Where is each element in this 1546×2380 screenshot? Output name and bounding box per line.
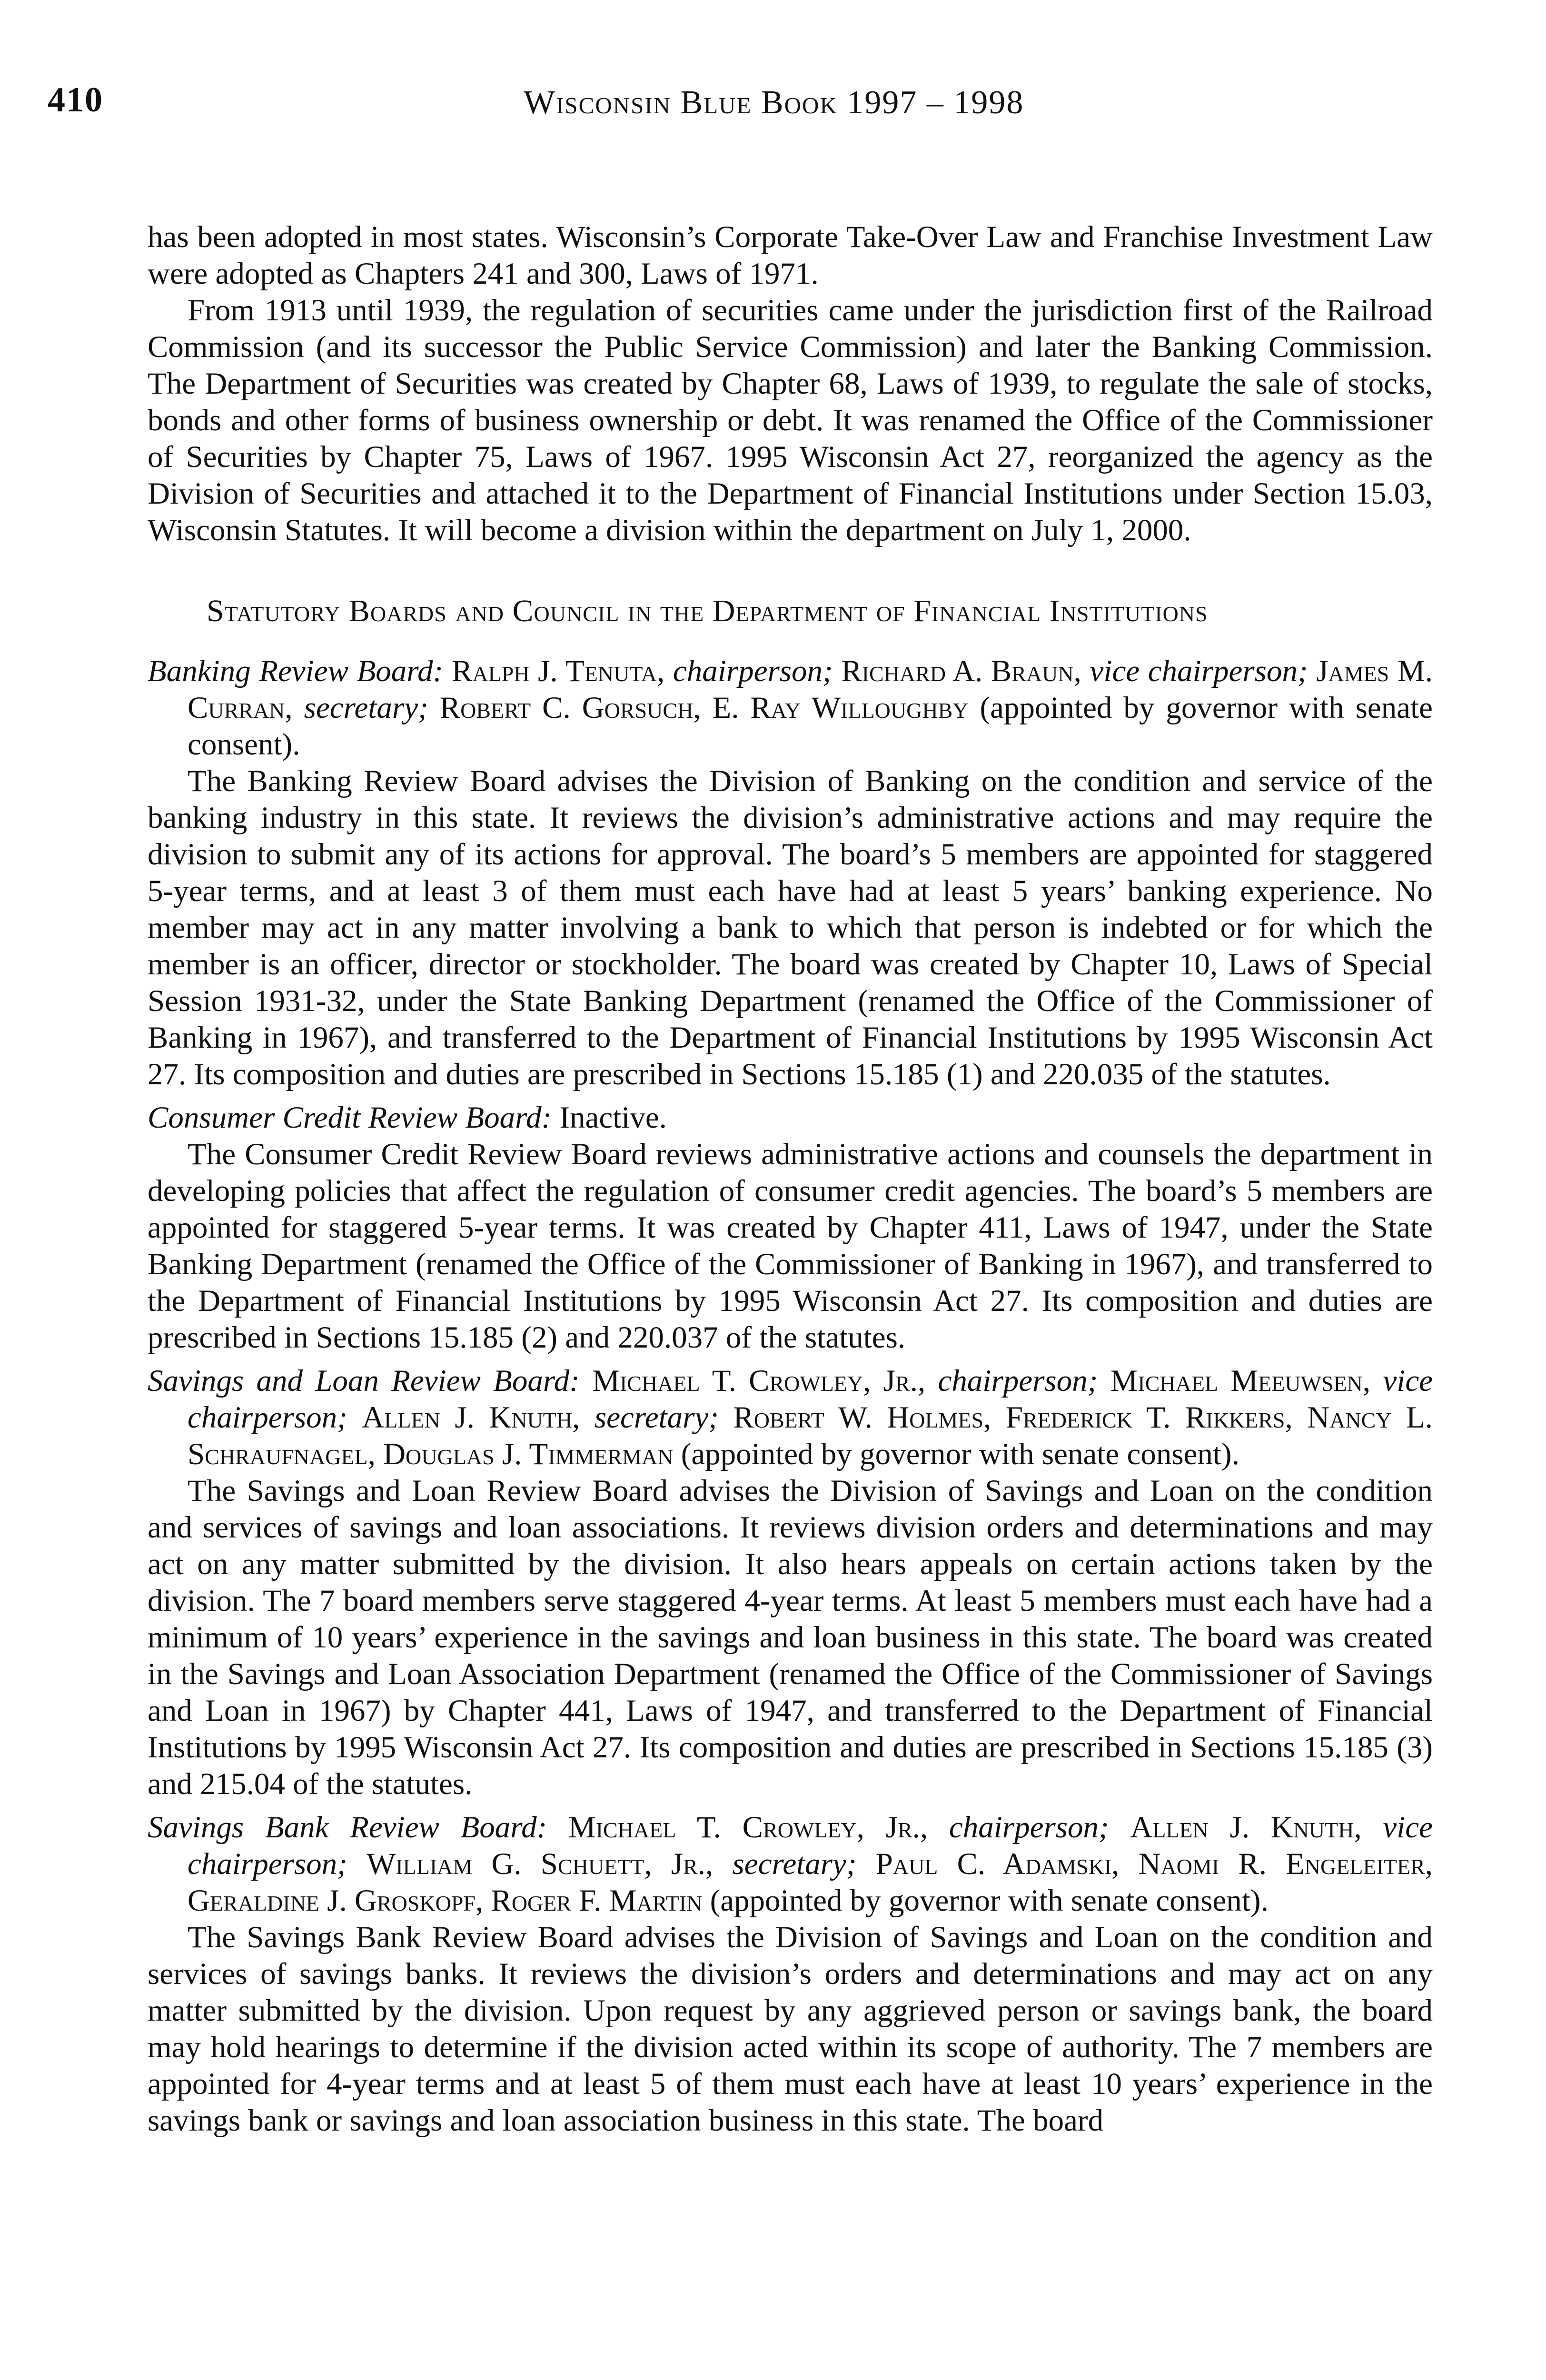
member-names: Paul C. Adamski, Naomi R. Engeleiter, Geraldine J. Groskopf, Roger F. Martin xyxy=(188,1847,1433,1918)
page-number: 410 xyxy=(48,80,103,119)
section-heading: Statutory Boards and Council in the Department of Financial Institutions xyxy=(207,594,1208,628)
member-role: vice chairperson; xyxy=(188,1810,1433,1881)
board-description-banking: The Banking Review Board advises the Division of Banking on the condition and service of the banking industry in this state. It reviews the division’s administrative actions and may require the division to submit any of its actions for approval. The board’s 5 members are appointed for staggered 5-year terms, and at least 3 of them must each have had at least 5 years’ banking experience. No member may act in any matter involving a bank to which that person is indebted or for which the member is an officer, director or stockholder. The board was created by Chapter 10, Laws of Special Session 1931-32, under the State Banking Department (renamed the Office of the Commissioner of Banking in 1967), and transferred to the Department of Financial Institutions by 1995 Wisconsin Act 27. Its composition and duties are prescribed in Sections 15.185 (1) and 220.035 of the statutes. xyxy=(148,764,1433,1091)
board-membership-savings-loan xyxy=(148,1363,1433,1473)
member-name: Ralph J. Tenuta, xyxy=(451,654,665,688)
member-role: secretary; xyxy=(594,1400,719,1435)
member-names: Robert W. Holmes, Frederick T. Rikkers, Nancy L. Schraufnagel, Douglas J. Timmerman xyxy=(188,1400,1433,1471)
body-paragraph: has been adopted in most states. Wisconsin’s Corporate Take-Over Law and Franchise Investment Law were adopted as Chapters 241 and 300, Laws of 1971. xyxy=(148,220,1433,291)
member-role: vice chairperson; xyxy=(188,1364,1433,1435)
page-header xyxy=(0,80,1546,137)
member-role: chairperson; xyxy=(938,1364,1098,1398)
board-membership-banking xyxy=(148,653,1433,763)
member-name: William G. Schuett, Jr., xyxy=(366,1847,714,1881)
member-role: secretary; xyxy=(304,691,428,725)
member-role: chairperson; xyxy=(673,654,833,688)
body-paragraph: From 1913 until 1939, the regulation of securities came under the jurisdiction first of the Railroad Commission (and its successor the Public Service Commission) and later the Banking Commission. The Department of Securities was created by Chapter 68, Laws of 1939, to regulate the sale of stocks, bonds and other forms of business ownership or debt. It was renamed the Office of the Commissioner of Securities by Chapter 75, Laws of 1967. 1995 Wisconsin Act 27, reorganized the agency as the Division of Securities and attached it to the Department of Financial Institutions under Section 15.03, Wisconsin Statutes. It will become a division within the department on July 1, 2000. xyxy=(148,293,1433,547)
board-description-consumer-credit: The Consumer Credit Review Board reviews administrative actions and counsels the department in developing policies that affect the regulation of consumer credit agencies. The board’s 5 members are appointed for staggered 5-year terms. It was created by Chapter 411, Laws of 1947, under the State Banking Department (renamed the Office of the Commissioner of Banking in 1967), and transferred to the Department of Financial Institutions by 1995 Wisconsin Act 27. Its composition and duties are prescribed in Sections 15.185 (2) and 220.037 of the statutes. xyxy=(148,1137,1433,1355)
member-names: Robert C. Gorsuch, E. Ray Willoughby xyxy=(439,691,969,725)
member-name: Michael T. Crowley, Jr., xyxy=(592,1364,926,1398)
member-role: secretary; xyxy=(732,1847,857,1881)
appointment-note: (appointed by governor with senate consent). xyxy=(710,1884,1269,1918)
board-name: Banking Review Board: xyxy=(148,654,444,688)
board-name: Savings Bank Review Board: xyxy=(148,1810,547,1844)
member-name: Michael T. Crowley, Jr., xyxy=(568,1810,928,1844)
member-name: Allen J. Knuth, xyxy=(1130,1810,1362,1844)
board-membership-savings-bank xyxy=(148,1809,1433,1919)
member-role: chairperson; xyxy=(949,1810,1109,1844)
board-membership-consumer-credit xyxy=(148,1100,1433,1136)
board-name: Savings and Loan Review Board: xyxy=(148,1364,580,1398)
running-title: Wisconsin Blue Book 1997 – 1998 xyxy=(524,84,1024,121)
member-name: Allen J. Knuth, xyxy=(362,1400,580,1435)
member-name: Richard A. Braun, xyxy=(841,654,1081,688)
board-description-savings-loan: The Savings and Loan Review Board advises the Division of Savings and Loan on the condition and services of savings and loan associations. It reviews division orders and determinations and may act on any matter submitted by the division. It also hears appeals on certain actions taken by the division. The 7 board members serve staggered 4-year terms. At least 5 members must each have had a minimum of 10 years’ experience in the savings and loan business in this state. The board was created in the Savings and Loan Association Department (renamed the Office of the Commissioner of Savings and Loan in 1967) by Chapter 441, Laws of 1947, and transferred to the Department of Financial Institutions by 1995 Wisconsin Act 27. Its composition and duties are prescribed in Sections 15.185 (3) and 215.04 of the statutes. xyxy=(148,1474,1433,1801)
page-body xyxy=(148,219,1433,2139)
member-role: vice chairperson; xyxy=(1090,654,1308,688)
board-status: Inactive. xyxy=(559,1101,667,1135)
appointment-note: (appointed by governor with senate consent). xyxy=(681,1437,1239,1471)
member-name: Michael Meeuwsen, xyxy=(1110,1364,1371,1398)
member-name: James M. Curran, xyxy=(188,654,1433,725)
board-description-savings-bank: The Savings Bank Review Board advises the Division of Savings and Loan on the condition and services of savings banks. It reviews the division’s orders and determinations and may act on any matter submitted by the division. Upon request by any aggrieved person or savings bank, the board may hold hearings to determine if the division acted within its scope of authority. The 7 members are appointed for 4-year terms and at least 5 of them must each have at least 10 years’ experience in the savings bank or savings and loan association business in this state. The board xyxy=(148,1920,1433,2138)
board-name: Consumer Credit Review Board: xyxy=(148,1101,552,1135)
appointment-note: (appointed by governor with senate consent). xyxy=(188,691,1433,762)
